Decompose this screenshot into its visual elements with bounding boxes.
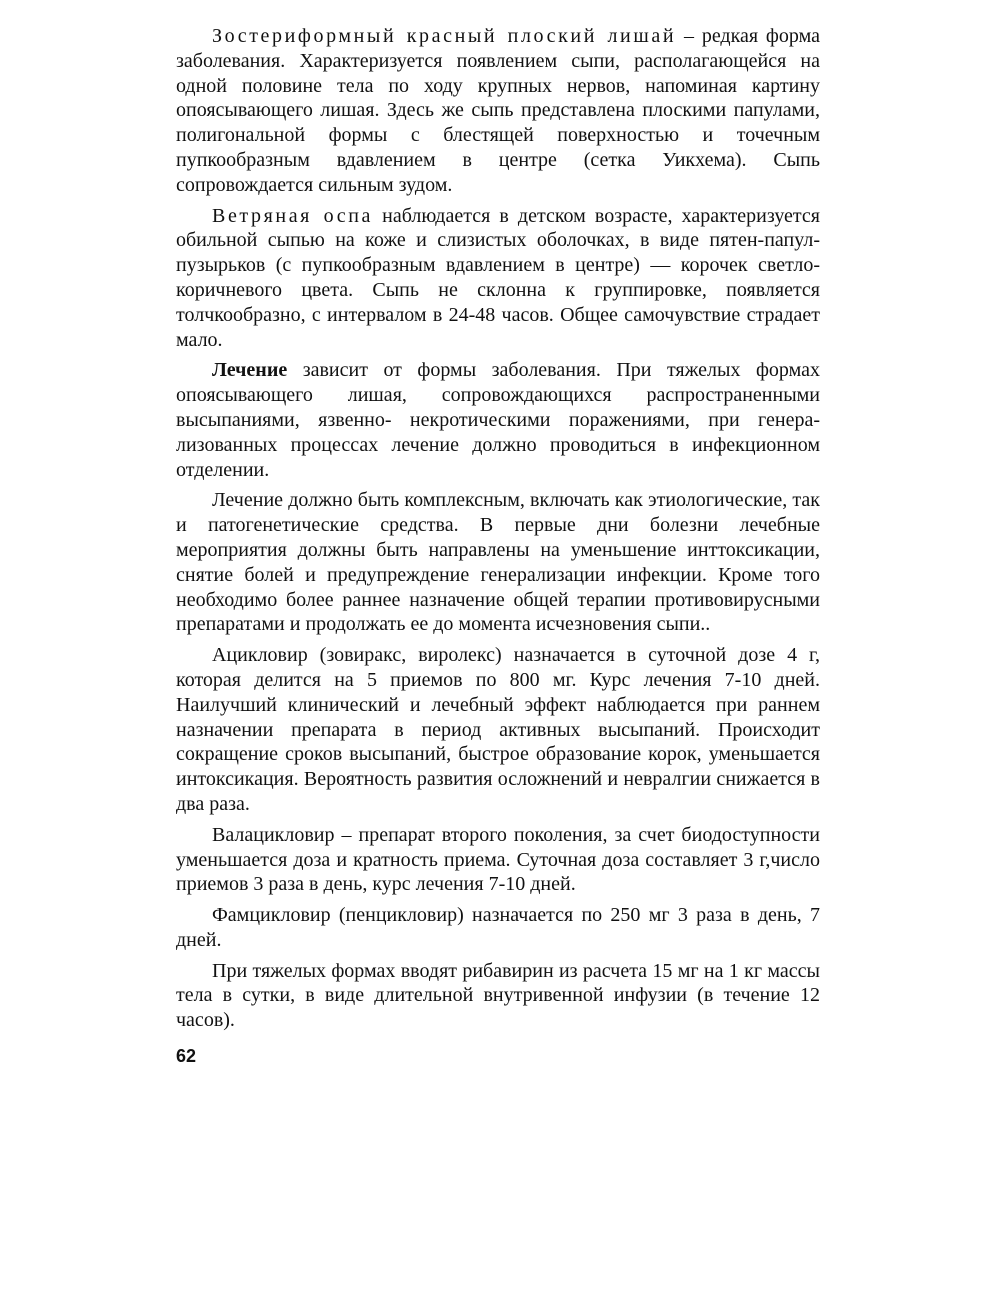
term-treatment: Лечение bbox=[212, 359, 288, 382]
paragraph-acyclovir: Ацикловир (зовиракс, виролекс) назначается в суточной дозе 4 г, которая делится на 5 приемов по 800 мг. Курс лечения 7-10 дней. Наилучший клинический и лечебный эффект наблюдается при раннем назначении препарата в период активных высыпаний. Происходит сокращение сроков высыпаний, быстрое образование корок, уменьшается интоксикация. Вероятность развития осложнений и невралгии снижается в два раза. bbox=[176, 644, 820, 815]
page-body bbox=[176, 24, 820, 1039]
term-zosteriform-lichen: Зостериформный красный плоский лишай bbox=[212, 25, 677, 47]
paragraph-text: зависит от формы заболевания. При тяжелых формах опоясывающего лишая, сопровождающихся распространенными высыпаниями, язвенно- некротическими поражениями, при генерализованных процессах лечение должно проводиться в инфекционном отделении. bbox=[176, 359, 820, 481]
paragraph-ribavirin: При тяжелых формах вводят рибавирин из расчета 15 мг на 1 кг массы тела в сутки, в виде длительной внутривенной инфузии (в течение 12 часов). bbox=[176, 959, 820, 1032]
paragraph-treatment bbox=[176, 358, 820, 482]
paragraph-complex-treatment: Лечение должно быть комплексным, включать как этиологические, так и патогенетические средства. В первые дни болезни лечебные мероприятия должны быть направлены на уменьшение инттоксикации, снятие болей и предупреждение генерализации инфекции. Кроме того необходимо более раннее назначение общей терапии противовирусными препаратами и продолжать ее до момента исчезновения сыпи.. bbox=[176, 489, 820, 636]
paragraph-text: – редкая форма заболевания. Характеризуется появлением сыпи, располагающейся на одной половине тела по ходу крупных нервов, напоминая картину опоясывающего лишая. Здесь же сыпь представлена плоскими папулами, полигональной формы с блестящей поверхностью и точечным пупкообразным вдавлением в центре (сетка Уикхема). Сыпь сопровождается сильным зудом. bbox=[176, 25, 820, 196]
paragraph-famciclovir: Фамцикловир (пенцикловир) назначается по 250 мг 3 раза в день, 7 дней. bbox=[176, 904, 820, 951]
page-number: 62 bbox=[176, 1046, 197, 1066]
paragraph-valacyclovir: Валацикловир – препарат второго поколения, за счет биодоступности уменьшается доза и кратность приема. Суточная доза составляет 3 г,число приемов 3 раза в день, курс лечения 7-10 дней. bbox=[176, 823, 820, 896]
paragraph-zosteriform-lichen bbox=[176, 24, 820, 198]
paragraph-text: наблюдается в детском возрасте, характеризуется обильной сыпью на коже и слизистых оболочках, в виде пятен-папул-пузырьков (с пупкообразным вдавлением в центре) — корочек светло-коричневого цвета. Сыпь не склонна к группировке, появляется толчкообразно, с интервалом в 24-48 часов. Общее самочувствие страдает мало. bbox=[176, 204, 820, 351]
paragraph-chickenpox bbox=[176, 204, 820, 353]
term-chickenpox: Ветряная оспа bbox=[212, 204, 374, 227]
